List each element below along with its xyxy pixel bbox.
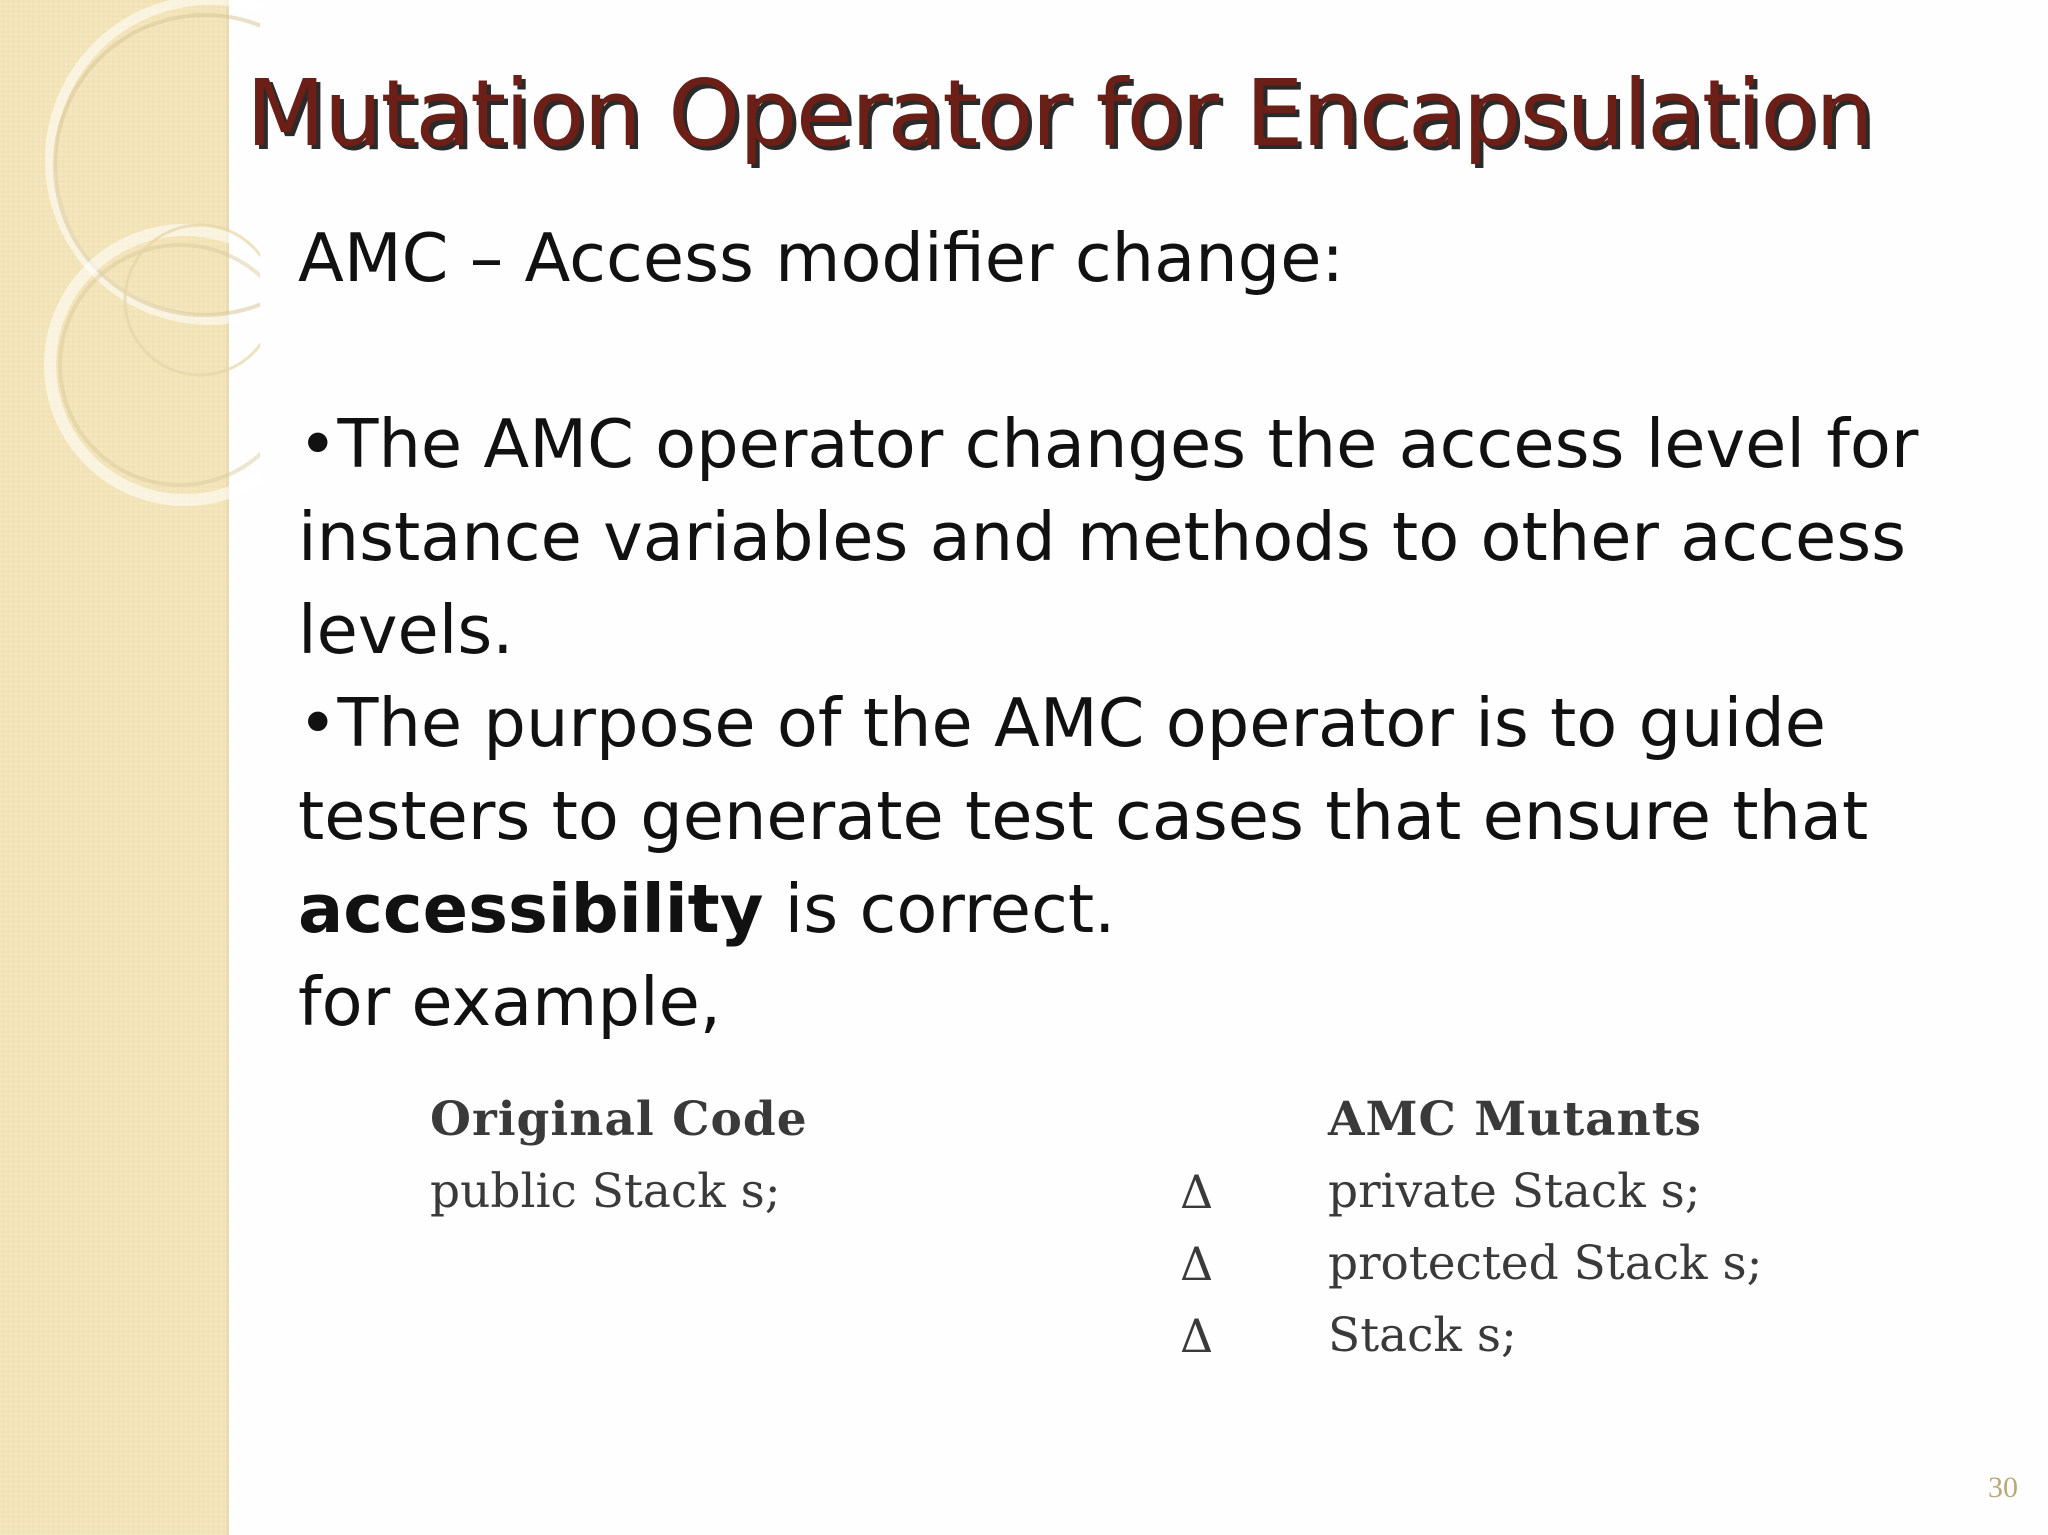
bullet-1-line-1: •The AMC operator changes the access level for	[298, 405, 1919, 483]
bold-term: accessibility	[298, 870, 764, 948]
original-code-line: public Stack s;	[430, 1164, 781, 1219]
slide-body	[298, 212, 1978, 1049]
slide-title: Mutation Operator for Encapsulation	[246, 60, 1873, 167]
bullet-1-line-2: instance variables and methods to other access	[298, 498, 1907, 576]
mutant-row	[1180, 1156, 1762, 1228]
mutant-code: Stack s;	[1328, 1308, 1517, 1363]
bullet-2-line-1: •The purpose of the AMC operator is to guide	[298, 684, 1826, 762]
decorative-rings-graphic	[0, 0, 260, 520]
delta-icon: Δ	[1180, 1237, 1214, 1291]
mutant-row	[1180, 1228, 1762, 1300]
subtitle: AMC – Access modifier change:	[298, 219, 1344, 297]
amc-mutants-heading: AMC Mutants	[1328, 1092, 1702, 1147]
mutant-code: private Stack s;	[1328, 1164, 1701, 1219]
bullet-1-line-3: levels.	[298, 591, 514, 669]
spacer	[298, 305, 1978, 398]
slide-number: 30	[1988, 1471, 2018, 1504]
delta-icon: Δ	[1180, 1309, 1214, 1363]
amc-mutants-block	[1180, 1084, 1762, 1372]
bullet-2-line-3-rest: is correct.	[763, 870, 1116, 948]
mutant-row	[1180, 1300, 1762, 1372]
bullet-2-line-2: testers to generate test cases that ensure that	[298, 777, 1869, 855]
for-example-text: for example,	[298, 963, 722, 1041]
original-code-heading: Original Code	[430, 1092, 808, 1147]
mutant-code: protected Stack s;	[1328, 1236, 1763, 1291]
original-code-block	[430, 1084, 808, 1228]
bullet-2-line-3	[298, 863, 1978, 956]
delta-icon: Δ	[1180, 1165, 1214, 1219]
